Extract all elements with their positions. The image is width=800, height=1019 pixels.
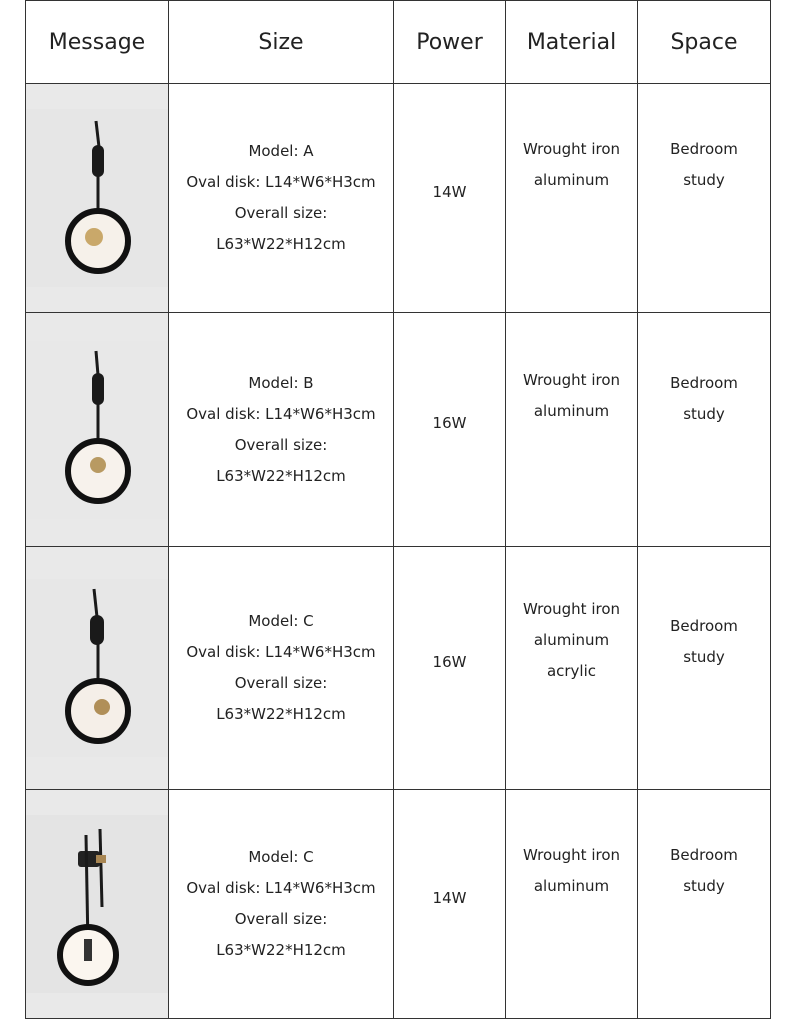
size-cell <box>169 84 394 313</box>
material-line: Wrought iron <box>522 600 621 618</box>
space-line: Bedroom <box>670 617 738 635</box>
header-size: Size <box>169 1 394 84</box>
material-line: aluminum <box>533 877 610 895</box>
size-model: Model: C <box>248 612 314 630</box>
material-cell <box>506 547 638 790</box>
size-cell <box>169 790 394 1019</box>
material-line: aluminum <box>533 171 610 189</box>
size-oval-disk: Oval disk: L14*W6*H3cm <box>186 404 376 423</box>
material-line: Wrought iron <box>522 140 621 158</box>
size-cell <box>169 313 394 547</box>
table-row <box>26 790 771 1019</box>
power-value: 16W <box>432 414 467 432</box>
size-oval-disk: Oval disk: L14*W6*H3cm <box>186 879 376 897</box>
power-value: 14W <box>432 182 467 201</box>
header-power: Power <box>394 1 506 84</box>
size-overall: Overall size: L63*W22*H12cm <box>216 674 346 723</box>
power-value: 16W <box>432 652 467 671</box>
wall-lamp-ring-icon <box>26 341 168 519</box>
size-model: Model: C <box>248 848 314 866</box>
size-overall: Overall size: L63*W22*H12cm <box>216 435 346 485</box>
space-cell <box>638 547 771 790</box>
power-cell <box>394 547 506 790</box>
material-line: acrylic <box>546 662 597 680</box>
wall-lamp-ring-icon <box>26 109 168 287</box>
space-cell <box>638 84 771 313</box>
space-line: study <box>683 648 725 666</box>
size-model: Model: B <box>248 373 314 392</box>
size-overall: Overall size: L63*W22*H12cm <box>216 910 346 959</box>
space-line: study <box>683 171 725 189</box>
product-image <box>26 84 169 313</box>
size-model: Model: A <box>248 142 314 160</box>
power-cell <box>394 313 506 547</box>
wall-lamp-ring-icon <box>26 579 168 757</box>
space-line: Bedroom <box>670 846 738 864</box>
material-line: Wrought iron <box>522 371 621 389</box>
power-cell <box>394 790 506 1019</box>
space-cell <box>638 313 771 547</box>
header-material: Material <box>506 1 638 84</box>
table-row <box>26 84 771 313</box>
material-line: aluminum <box>533 402 610 420</box>
material-cell <box>506 790 638 1019</box>
table-row <box>26 547 771 790</box>
material-cell <box>506 84 638 313</box>
size-oval-disk: Oval disk: L14*W6*H3cm <box>186 643 376 661</box>
material-cell <box>506 313 638 547</box>
power-cell <box>394 84 506 313</box>
power-value: 14W <box>432 888 467 907</box>
space-cell <box>638 790 771 1019</box>
wall-lamp-ring-icon <box>26 815 168 993</box>
header-space: Space <box>638 1 771 84</box>
space-line: study <box>683 405 725 423</box>
product-image <box>26 313 169 547</box>
table-row <box>26 313 771 547</box>
space-line: study <box>683 877 725 895</box>
product-image <box>26 790 169 1019</box>
spec-table <box>25 0 771 1019</box>
material-line: aluminum <box>533 631 610 649</box>
space-line: Bedroom <box>670 140 738 158</box>
header-message: Message <box>26 1 169 84</box>
product-image <box>26 547 169 790</box>
size-overall: Overall size: L63*W22*H12cm <box>216 204 346 253</box>
size-cell <box>169 547 394 790</box>
size-oval-disk: Oval disk: L14*W6*H3cm <box>186 173 376 191</box>
material-line: Wrought iron <box>522 846 621 864</box>
header-row <box>26 1 771 84</box>
space-line: Bedroom <box>670 374 738 392</box>
